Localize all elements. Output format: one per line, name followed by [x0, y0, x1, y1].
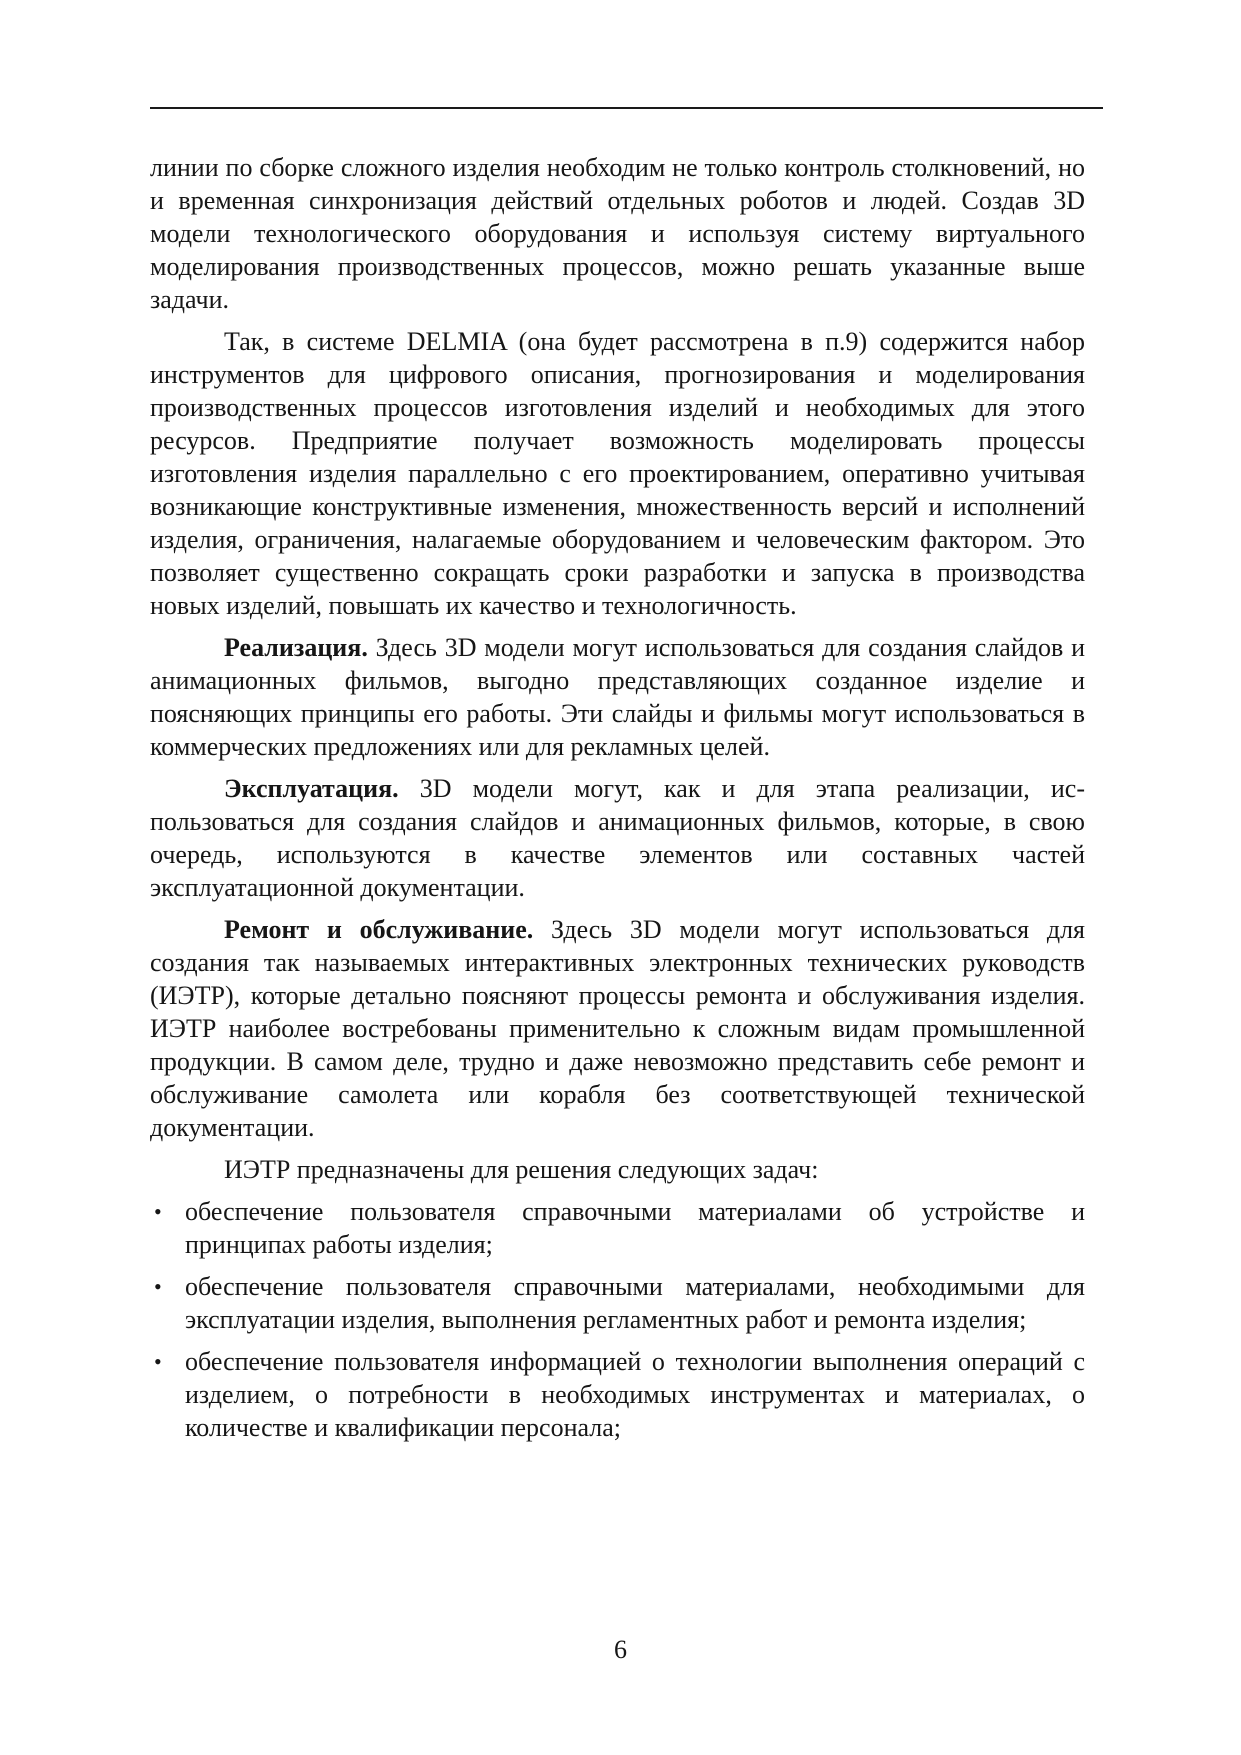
list-item-text: обеспечение пользователя информацией о технологии выполнения операций с изделием, о потребности в необходимых инструментах и материалах, о количестве и квалификации персонала; — [185, 1347, 1085, 1442]
page-number: 6 — [614, 1635, 627, 1664]
list-item-text: обеспечение пользователя справочными материалами об устройстве и принципах работы изделия; — [185, 1197, 1085, 1259]
term-repair: Ремонт и обслуживание. — [224, 915, 534, 944]
term-exploitation: Эксплуатация. — [224, 774, 399, 803]
exploitation-text: 3D модели могут, как и для этапа реализации, использоваться для создания слайдов и анимационных фильмов, которые, в свою очередь, используются в качестве элементов или составных частей эксплуатационной документации. — [150, 774, 1085, 902]
bullet-dot-icon: • — [154, 1199, 162, 1224]
realization-text: Здесь 3D модели могут использоваться для создания слайдов и анимационных фильмов, выгодно представляющих созданное изделие и поясняющих принципы его работы. Эти слайды и фильмы могут использоваться в коммерческих предложениях или для рекламных целей. — [150, 633, 1085, 761]
page-body — [150, 151, 1085, 1453]
list-item-text: обеспечение пользователя справочными материалами, необходимыми для эксплуатации изделия, выполнения регламентных работ и ремонта изделия; — [185, 1272, 1085, 1334]
paragraph-exploitation — [150, 772, 1085, 904]
paragraph-realization — [150, 631, 1085, 763]
term-realization: Реализация. — [224, 633, 368, 662]
list-item — [150, 1270, 1085, 1336]
list-item — [150, 1195, 1085, 1261]
bullet-dot-icon: • — [154, 1274, 162, 1299]
paragraph-delmia: Так, в системе DELMIA (она будет рассмотрена в п.9) содержится набор инструментов для цифрового описания, прогнозирования и моделирования производственных процессов изготовления изделий и необходимых для этого ресурсов. Предприятие получает возможность моделировать процессы изготовления изделия параллельно с его проектированием, оперативно учитывая возникающие конструктивные изменения, множественность версий и исполнений изделия, ограничения, налагаемые оборудованием и человеческим фактором. Это позволяет существенно сокращать сроки разработки и запуска в производства новых изделий, повышать их качество и технологичность. — [150, 327, 1085, 620]
paragraph-repair — [150, 913, 1085, 1144]
repair-text: Здесь 3D модели могут использоваться для создания так называемых интерактивных электронных технических руководств (ИЭТР), которые детально поясняют процессы ремонта и обслуживания изделия. ИЭТР наиболее востребованы применительно к сложным видам промышленной продукции. В самом деле, трудно и даже невозможно представить себе ремонт и обслуживание самолета или корабля без соответствующей технической документации. — [150, 915, 1085, 1142]
tasks-list — [150, 1195, 1085, 1444]
header-rule — [150, 107, 1103, 109]
paragraph-ietr-tasks: ИЭТР предназначены для решения следующих задач: — [224, 1155, 819, 1184]
paragraph-continuation: линии по сборке сложного изделия необходим не только контроль столкновений, но и временная синхронизация действий отдельных роботов и людей. Создав 3D модели технологического оборудования и используя систему виртуального моделирования производственных процессов, можно решать указанные выше задачи. — [150, 153, 1085, 314]
bullet-dot-icon: • — [154, 1349, 162, 1374]
list-item — [150, 1345, 1085, 1444]
